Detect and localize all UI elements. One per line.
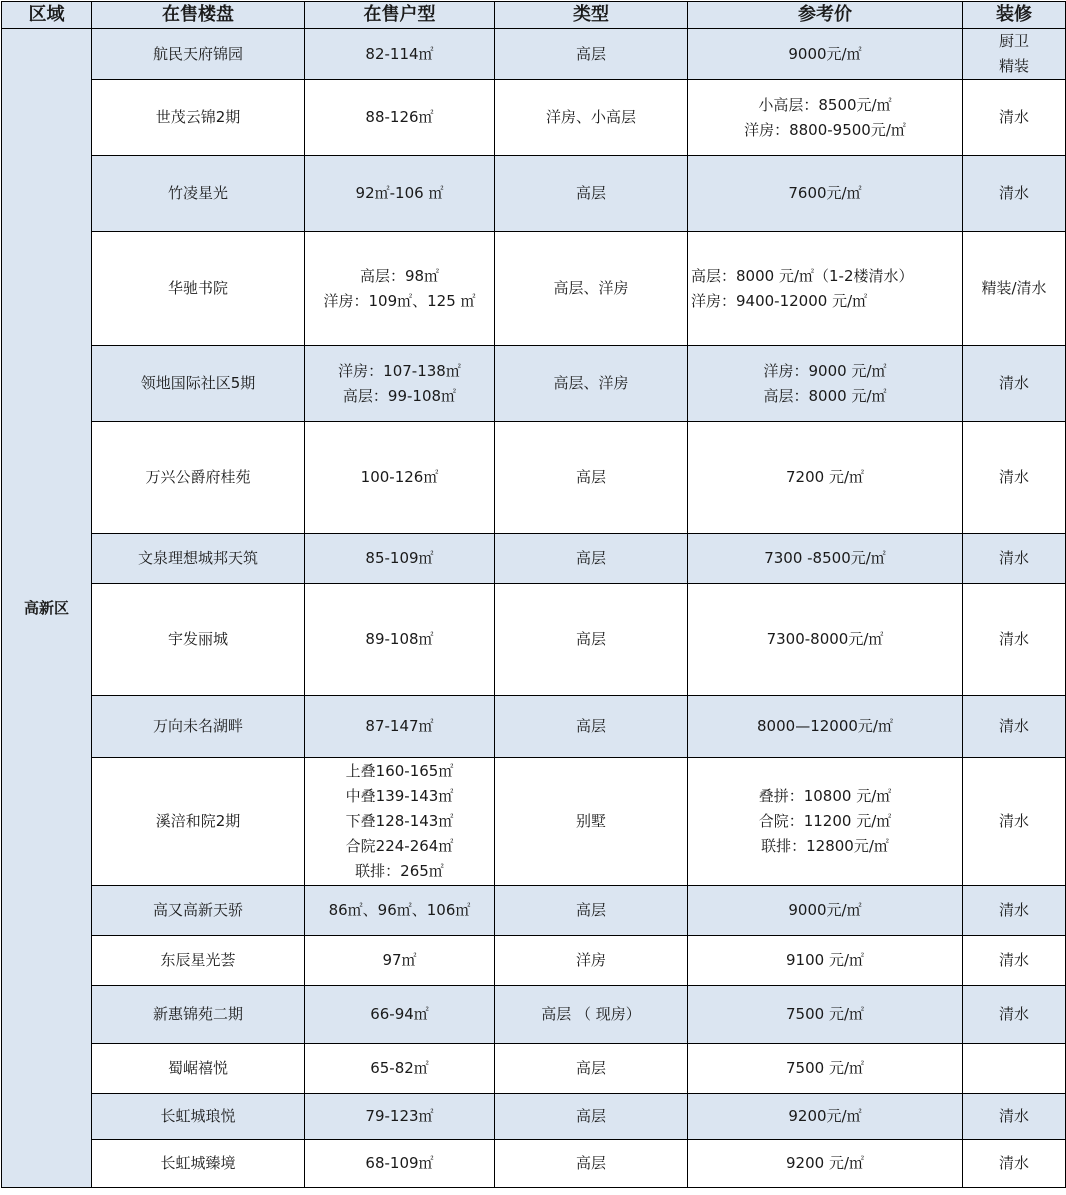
units-cell-line: 洋房：109㎡、125 ㎡ bbox=[323, 291, 476, 310]
price-cell-line: 洋房：8800-9500元/㎡ bbox=[744, 120, 906, 139]
price-cell bbox=[688, 986, 963, 1044]
decor-cell bbox=[963, 29, 1066, 80]
units-cell bbox=[305, 936, 495, 986]
decor-cell-line: 清水 bbox=[998, 1107, 1029, 1125]
price-cell-line: 洋房：9400-12000 元/㎡ bbox=[691, 291, 868, 310]
project-name-cell: 溪涪和院2期 bbox=[92, 758, 305, 886]
decor-cell bbox=[963, 346, 1066, 422]
units-cell-line: 65-82㎡ bbox=[370, 1059, 429, 1077]
decor-cell bbox=[963, 1094, 1066, 1140]
price-cell bbox=[688, 156, 963, 232]
units-cell-line: 82-114㎡ bbox=[365, 44, 434, 63]
price-cell-line: 9000元/㎡ bbox=[788, 901, 862, 919]
price-cell-line: 9100 元/㎡ bbox=[786, 951, 864, 969]
project-name-cell: 长虹城琅悦 bbox=[92, 1094, 305, 1140]
header-row bbox=[2, 2, 1066, 29]
decor-cell-line: 清水 bbox=[998, 630, 1029, 648]
units-cell bbox=[305, 986, 495, 1044]
units-cell bbox=[305, 584, 495, 696]
type-cell-line: 高层 bbox=[575, 468, 606, 486]
units-cell bbox=[305, 1044, 495, 1094]
units-cell bbox=[305, 29, 495, 80]
type-cell bbox=[495, 1094, 688, 1140]
decor-cell-line: 清水 bbox=[998, 184, 1029, 202]
units-cell bbox=[305, 534, 495, 584]
units-cell bbox=[305, 346, 495, 422]
type-cell bbox=[495, 422, 688, 534]
units-cell-line: 87-147㎡ bbox=[365, 717, 434, 735]
type-cell bbox=[495, 29, 688, 80]
type-cell bbox=[495, 758, 688, 886]
decor-cell-line: 精装/清水 bbox=[981, 279, 1047, 297]
units-cell bbox=[305, 422, 495, 534]
price-cell bbox=[688, 1044, 963, 1094]
decor-cell bbox=[963, 1044, 1066, 1094]
table-row bbox=[2, 584, 1066, 696]
price-cell bbox=[688, 534, 963, 584]
price-cell-line: 叠拼：10800 元/㎡ bbox=[758, 787, 892, 805]
table-row bbox=[2, 346, 1066, 422]
price-cell-line: 高层：8000 元/㎡（1-2楼清水） bbox=[691, 266, 914, 285]
price-cell bbox=[688, 696, 963, 758]
decor-cell-line: 清水 bbox=[998, 108, 1029, 126]
price-cell bbox=[688, 936, 963, 986]
table-row bbox=[2, 156, 1066, 232]
decor-cell bbox=[963, 422, 1066, 534]
project-name-cell: 竹凌星光 bbox=[92, 156, 305, 232]
decor-cell bbox=[963, 534, 1066, 584]
price-cell bbox=[688, 758, 963, 886]
decor-cell-line: 清水 bbox=[998, 1154, 1029, 1172]
decor-cell-line: 厨卫 bbox=[998, 32, 1029, 50]
units-cell-line: 洋房：107-138㎡ bbox=[338, 361, 461, 380]
header-decor: 装修 bbox=[963, 2, 1066, 29]
units-cell-line: 联排：265㎡ bbox=[355, 862, 444, 880]
region-cell: 高新区 bbox=[2, 29, 92, 1188]
project-name-cell: 航民天府锦园 bbox=[92, 29, 305, 80]
type-cell-line: 高层 bbox=[575, 630, 606, 648]
units-cell bbox=[305, 1094, 495, 1140]
decor-cell-line: 清水 bbox=[998, 468, 1029, 486]
price-cell-line: 小高层：8500元/㎡ bbox=[758, 95, 892, 114]
price-cell-line: 7200 元/㎡ bbox=[786, 468, 864, 486]
header-units: 在售户型 bbox=[305, 2, 495, 29]
units-cell bbox=[305, 232, 495, 346]
table-row bbox=[2, 29, 1066, 80]
price-cell bbox=[688, 584, 963, 696]
units-cell bbox=[305, 1140, 495, 1188]
table-row bbox=[2, 422, 1066, 534]
type-cell bbox=[495, 80, 688, 156]
table-row bbox=[2, 1044, 1066, 1094]
price-cell bbox=[688, 886, 963, 936]
type-cell-line: 高层 bbox=[575, 549, 606, 567]
table-row bbox=[2, 696, 1066, 758]
units-cell bbox=[305, 886, 495, 936]
units-cell-line: 合院224-264㎡ bbox=[345, 837, 454, 855]
type-cell-line: 高层 bbox=[575, 717, 606, 735]
units-cell-line: 下叠128-143㎡ bbox=[345, 812, 454, 830]
type-cell-line: 高层、洋房 bbox=[553, 374, 629, 392]
units-cell-line: 高层：99-108㎡ bbox=[342, 386, 457, 405]
price-cell-line: 9200 元/㎡ bbox=[786, 1154, 864, 1172]
table-row bbox=[2, 534, 1066, 584]
type-cell bbox=[495, 986, 688, 1044]
price-cell bbox=[688, 29, 963, 80]
decor-cell bbox=[963, 80, 1066, 156]
units-cell-line: 88-126㎡ bbox=[365, 108, 434, 126]
type-cell-line: 高层 （ 现房） bbox=[541, 1005, 641, 1023]
header-price: 参考价 bbox=[688, 2, 963, 29]
project-name-cell: 新惠锦苑二期 bbox=[92, 986, 305, 1044]
decor-cell bbox=[963, 696, 1066, 758]
type-cell bbox=[495, 584, 688, 696]
header-project: 在售楼盘 bbox=[92, 2, 305, 29]
property-table bbox=[1, 1, 1066, 1188]
header-region: 区域 bbox=[2, 2, 92, 29]
price-cell bbox=[688, 232, 963, 346]
decor-cell bbox=[963, 232, 1066, 346]
project-name-cell: 高又高新天骄 bbox=[92, 886, 305, 936]
price-cell-line: 7500 元/㎡ bbox=[786, 1059, 864, 1077]
type-cell bbox=[495, 886, 688, 936]
type-cell-line: 高层 bbox=[575, 901, 606, 919]
table-row bbox=[2, 232, 1066, 346]
project-name-cell: 东辰星光荟 bbox=[92, 936, 305, 986]
type-cell-line: 高层 bbox=[575, 1059, 606, 1077]
price-cell-line: 高层：8000 元/㎡ bbox=[763, 386, 887, 405]
type-cell bbox=[495, 232, 688, 346]
price-cell bbox=[688, 422, 963, 534]
price-cell-line: 7300-8000元/㎡ bbox=[766, 630, 884, 648]
type-cell-line: 高层、洋房 bbox=[553, 279, 629, 297]
units-cell bbox=[305, 758, 495, 886]
price-cell-line: 洋房：9000 元/㎡ bbox=[763, 361, 887, 380]
price-cell-line: 7600元/㎡ bbox=[788, 184, 862, 202]
units-cell-line: 上叠160-165㎡ bbox=[345, 762, 454, 780]
decor-cell bbox=[963, 156, 1066, 232]
units-cell bbox=[305, 80, 495, 156]
type-cell bbox=[495, 346, 688, 422]
price-cell-line: 联排：12800元/㎡ bbox=[761, 837, 889, 855]
decor-cell-line: 清水 bbox=[998, 901, 1029, 919]
type-cell bbox=[495, 1140, 688, 1188]
type-cell bbox=[495, 156, 688, 232]
type-cell bbox=[495, 1044, 688, 1094]
table-row bbox=[2, 1140, 1066, 1188]
project-name-cell: 世茂云锦2期 bbox=[92, 80, 305, 156]
price-cell bbox=[688, 1094, 963, 1140]
units-cell-line: 86㎡、96㎡、106㎡ bbox=[328, 901, 471, 919]
project-name-cell: 文泉理想城邦天筑 bbox=[92, 534, 305, 584]
header-type: 类型 bbox=[495, 2, 688, 29]
decor-cell-line: 清水 bbox=[998, 549, 1029, 567]
project-name-cell: 领地国际社区5期 bbox=[92, 346, 305, 422]
units-cell-line: 97㎡ bbox=[382, 951, 417, 969]
type-cell-line: 高层 bbox=[575, 1154, 606, 1172]
table-row bbox=[2, 80, 1066, 156]
decor-cell-line: 清水 bbox=[998, 374, 1029, 392]
decor-cell bbox=[963, 986, 1066, 1044]
decor-cell bbox=[963, 936, 1066, 986]
price-cell bbox=[688, 80, 963, 156]
type-cell bbox=[495, 696, 688, 758]
type-cell-line: 高层 bbox=[575, 184, 606, 202]
project-name-cell: 万兴公爵府桂苑 bbox=[92, 422, 305, 534]
decor-cell-line: 清水 bbox=[998, 1005, 1029, 1023]
table-row bbox=[2, 1094, 1066, 1140]
type-cell-line: 别墅 bbox=[575, 812, 606, 830]
price-cell bbox=[688, 346, 963, 422]
units-cell bbox=[305, 156, 495, 232]
project-name-cell: 万向未名湖畔 bbox=[92, 696, 305, 758]
price-cell-line: 9000元/㎡ bbox=[788, 44, 862, 63]
type-cell-line: 高层 bbox=[575, 1107, 606, 1125]
project-name-cell: 长虹城臻境 bbox=[92, 1140, 305, 1188]
units-cell-line: 高层：98㎡ bbox=[359, 266, 440, 285]
type-cell-line: 洋房、小高层 bbox=[545, 108, 636, 126]
units-cell bbox=[305, 696, 495, 758]
type-cell-line: 洋房 bbox=[575, 951, 606, 969]
price-cell-line: 9200元/㎡ bbox=[788, 1107, 862, 1125]
units-cell-line: 66-94㎡ bbox=[370, 1005, 429, 1023]
price-cell-line: 8000—12000元/㎡ bbox=[757, 717, 893, 735]
decor-cell-line: 清水 bbox=[998, 951, 1029, 969]
project-name-cell: 宇发丽城 bbox=[92, 584, 305, 696]
decor-cell bbox=[963, 1140, 1066, 1188]
decor-cell-line: 精装 bbox=[998, 57, 1029, 75]
units-cell-line: 中叠139-143㎡ bbox=[345, 787, 454, 805]
price-cell-line: 7300 -8500元/㎡ bbox=[764, 549, 886, 567]
table-row bbox=[2, 886, 1066, 936]
table-body bbox=[2, 29, 1066, 1188]
project-name-cell: 蜀崌禧悦 bbox=[92, 1044, 305, 1094]
units-cell-line: 85-109㎡ bbox=[365, 549, 434, 567]
price-cell-line: 7500 元/㎡ bbox=[786, 1005, 864, 1023]
units-cell-line: 89-108㎡ bbox=[365, 630, 434, 648]
decor-cell-line: 清水 bbox=[998, 717, 1029, 735]
project-name-cell: 华驰书院 bbox=[92, 232, 305, 346]
table-row bbox=[2, 758, 1066, 886]
type-cell bbox=[495, 534, 688, 584]
decor-cell bbox=[963, 886, 1066, 936]
price-cell-line: 合院：11200 元/㎡ bbox=[758, 812, 892, 830]
decor-cell bbox=[963, 584, 1066, 696]
table-row bbox=[2, 986, 1066, 1044]
units-cell-line: 79-123㎡ bbox=[365, 1107, 434, 1125]
units-cell-line: 100-126㎡ bbox=[360, 468, 439, 486]
type-cell-line: 高层 bbox=[575, 44, 606, 63]
units-cell-line: 68-109㎡ bbox=[365, 1154, 434, 1172]
price-cell bbox=[688, 1140, 963, 1188]
decor-cell-line: 清水 bbox=[998, 812, 1029, 830]
type-cell bbox=[495, 936, 688, 986]
units-cell-line: 92㎡-106 ㎡ bbox=[355, 184, 444, 202]
table-row bbox=[2, 936, 1066, 986]
decor-cell bbox=[963, 758, 1066, 886]
